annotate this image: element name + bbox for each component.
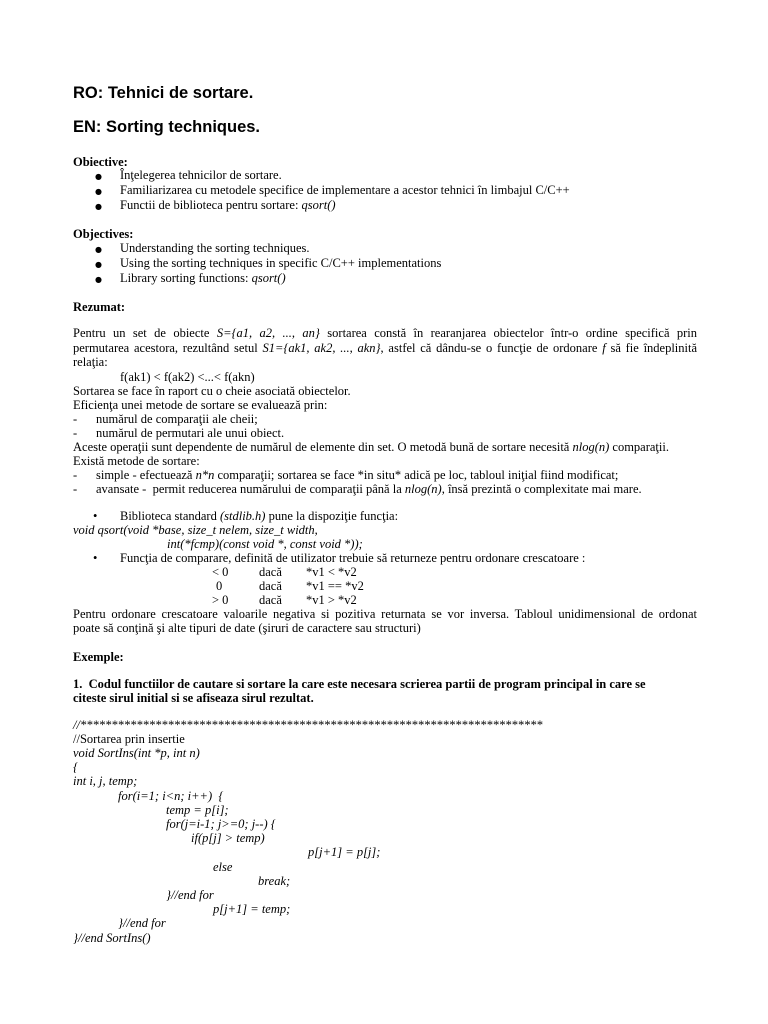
code-line: int i, j, temp; bbox=[73, 774, 138, 788]
objective-ro-1: Înţelegerea tehnicilor de sortare. bbox=[120, 168, 282, 182]
compare-return: < 0 bbox=[212, 565, 229, 579]
compare-return: 0 bbox=[216, 579, 223, 593]
rezumat-line-efficiency: Eficienţa unei metode de sortare se evaluează prin: bbox=[73, 398, 328, 412]
code-line: }//end SortIns() bbox=[73, 931, 151, 945]
code-line: p[j+1] = p[j]; bbox=[308, 845, 381, 859]
compare-condition: *v1 == *v2 bbox=[306, 579, 364, 593]
compare-condition: *v1 > *v2 bbox=[306, 593, 357, 607]
objective-en-1: Understanding the sorting techniques. bbox=[120, 241, 310, 255]
exemple-heading: Exemple: bbox=[73, 650, 124, 664]
rezumat-paragraph-line-3: relaţia: bbox=[73, 355, 108, 369]
rezumat-paragraph-line-1: Pentru un set de obiecte S={a1, a2, ..., an} sortarea constă în rearanjarea obiectelor într-o ordine specifică prin bbox=[73, 326, 698, 340]
compare-word: dacă bbox=[259, 565, 282, 579]
dash-item-comparisons: numărul de comparaţii ale cheii; bbox=[96, 412, 258, 426]
dash-marker: - bbox=[73, 482, 78, 496]
ordering-relation: f(ak1) < f(ak2) <...< f(akn) bbox=[120, 370, 255, 384]
bullet-stdlib: Biblioteca standard (stdlib.h) pune la dispoziţie funcţia: bbox=[120, 509, 399, 523]
dash-item-advanced: avansate - permit reducerea numărului de comparaţii până la nlog(n), însă prezintă o complexitate mai mare. bbox=[96, 482, 642, 496]
dash-item-simple: simple - efectuează n*n comparaţii; sortarea se face *in situ* adică pe loc, tabloul iniţial fiind modificat; bbox=[96, 468, 619, 482]
bullet-icon: ● bbox=[95, 187, 102, 196]
code-line: temp = p[i]; bbox=[166, 803, 229, 817]
bullet-icon: ● bbox=[95, 245, 102, 254]
rezumat-line-key: Sortarea se face în raport cu o cheie asociată obiectelor. bbox=[73, 384, 351, 398]
set-S: S={a1, a2, ..., an} bbox=[216, 326, 320, 340]
example-1-line-2: citeste sirul initial si se afiseaza sirul rezultat. bbox=[73, 691, 314, 705]
compare-condition: *v1 < *v2 bbox=[306, 565, 357, 579]
dash-item-permutations: numărul de permutari ale unui obiect. bbox=[96, 426, 285, 440]
compare-word: dacă bbox=[259, 593, 282, 607]
code-line: for(i=1; i<n; i++) { bbox=[118, 789, 224, 803]
objective-ro-2: Familiarizarea cu metodele specifice de implementare a acestor tehnici în limbajul C/C++ bbox=[120, 183, 570, 197]
code-line: }//end for bbox=[118, 916, 166, 930]
code-line: else bbox=[213, 860, 233, 874]
objective-ro-3: Functii de biblioteca pentru sortare: qsort() bbox=[120, 198, 336, 212]
rezumat-tail-line-1: Pentru ordonare crescatoare valoarile negativa si pozitiva returnata se vor inversa. Tabloul unidimensional de ordonat bbox=[73, 607, 697, 621]
code-line: break; bbox=[258, 874, 291, 888]
qsort-signature-line-2: int(*fcmp)(const void *, const void *)); bbox=[167, 537, 363, 551]
bullet-icon: ● bbox=[95, 202, 102, 211]
bullet-marker: • bbox=[93, 509, 98, 523]
objective-en-2: Using the sorting techniques in specific C/C++ implementations bbox=[120, 256, 442, 270]
compare-return: > 0 bbox=[212, 593, 229, 607]
set-S1: S1={ak1, ak2, ..., akn} bbox=[262, 341, 381, 355]
rezumat-line-operations: Aceste operaţii sunt dependente de numărul de elemente din set. O metodă bună de sortare necesită nlog(n) comparaţii. bbox=[73, 440, 669, 454]
bullet-marker: • bbox=[93, 551, 98, 565]
rezumat-tail-line-2: poate să conţină şi alte tipuri de date (şiruri de caractere sau structuri) bbox=[73, 621, 421, 635]
rezumat-heading: Rezumat: bbox=[73, 300, 126, 314]
title-ro: RO: Tehnici de sortare. bbox=[73, 84, 254, 102]
code-line: if(p[j] > temp) bbox=[191, 831, 265, 845]
dash-marker: - bbox=[73, 412, 78, 426]
example-1-line-1: 1. Codul functiilor de cautare si sortare la care este necesara scrierea partii de program principal in care se bbox=[73, 677, 646, 691]
code-line: //Sortarea prin insertie bbox=[73, 732, 185, 746]
code-line: { bbox=[73, 760, 78, 774]
bullet-icon: ● bbox=[95, 260, 102, 269]
objectives-en-heading: Objectives: bbox=[73, 227, 134, 241]
code-line: //************************************************************************** bbox=[73, 718, 543, 732]
rezumat-paragraph-line-2: permutarea acestora, rezultând setul S1={ak1, ak2, ..., akn}, astfel că dându-se o funcţie de ordonare f să fie îndeplinită bbox=[73, 341, 698, 355]
dash-marker: - bbox=[73, 468, 78, 482]
code-line: }//end for bbox=[166, 888, 214, 902]
objectives-ro-heading: Obiective: bbox=[73, 155, 128, 169]
rezumat-line-methods: Există metode de sortare: bbox=[73, 454, 200, 468]
bullet-icon: ● bbox=[95, 275, 102, 284]
compare-word: dacă bbox=[259, 579, 282, 593]
bullet-icon: ● bbox=[95, 172, 102, 181]
code-line: p[j+1] = temp; bbox=[213, 902, 291, 916]
dash-marker: - bbox=[73, 426, 78, 440]
code-line: void SortIns(int *p, int n) bbox=[73, 746, 200, 760]
bullet-compare-function: Funcţia de comparare, definită de utilizator trebuie să returneze pentru ordonare crescatoare : bbox=[120, 551, 586, 565]
objective-en-3: Library sorting functions: qsort() bbox=[120, 271, 286, 285]
title-en: EN: Sorting techniques. bbox=[73, 118, 261, 136]
qsort-signature-line-1: void qsort(void *base, size_t nelem, size_t width, bbox=[73, 523, 318, 537]
code-line: for(j=i-1; j>=0; j--) { bbox=[166, 817, 276, 831]
